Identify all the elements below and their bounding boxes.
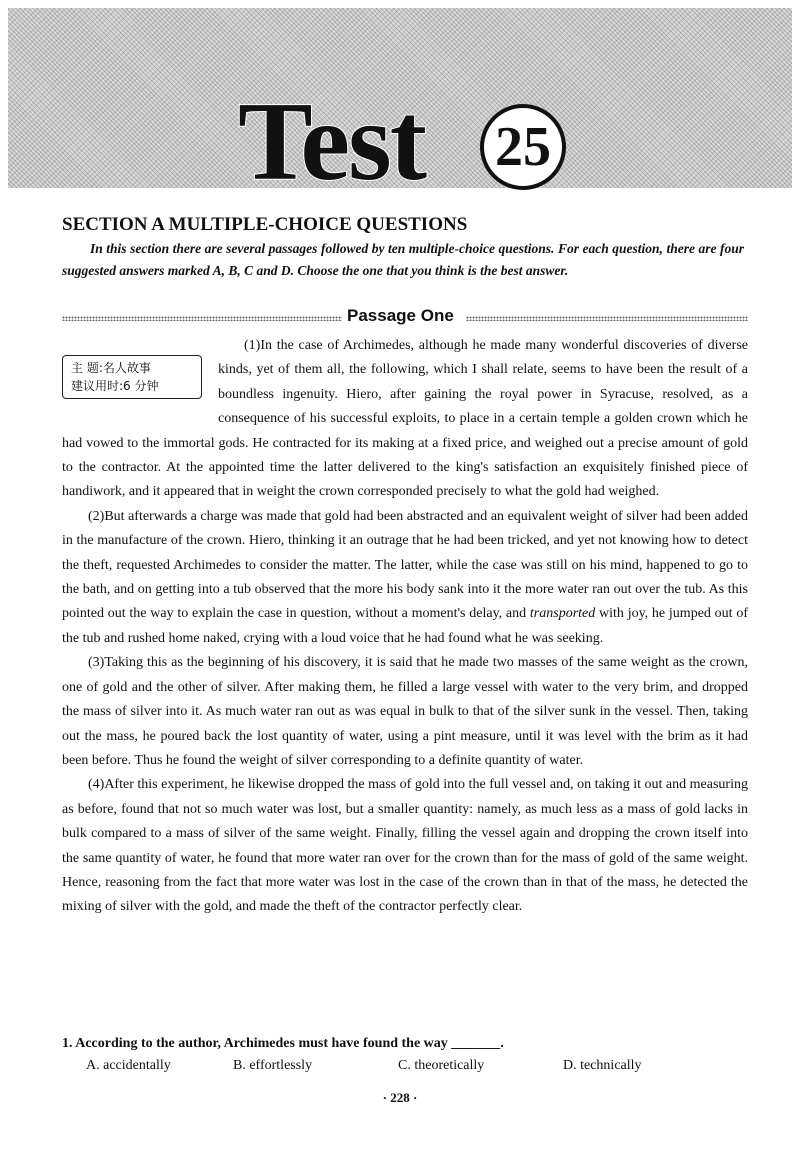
topic-label: 主 题: xyxy=(71,361,103,375)
paragraph-2-emphasis: transported xyxy=(529,606,596,622)
option-c[interactable]: C. theoretically xyxy=(398,1058,485,1073)
paragraph-3: (3)Taking this as the beginning of his discovery, it is said that he made two masses of the same weight as the crown, one of gold and the other of silver. After making them, he filled a large vessel with water to the very brim, and dropped the mass of silver into it. As much water ran out as was equal in bulk to that of the silver sunk in the vessel. Then, taking out the mass, he poured back the lost quantity of water, using a pint measure, until it was level with the brim as it had been before. Thus he found the weight of silver corresponding to a definite quantity of water. xyxy=(62,655,748,768)
topic-value: 名人故事 xyxy=(102,361,151,375)
section-title: SECTION A MULTIPLE-CHOICE QUESTIONS xyxy=(62,214,468,235)
test-title: Test xyxy=(238,80,426,204)
section-instructions: In this section there are several passages followed by ten multiple-choice questions. For each question, there are four suggested answers marked A, B, C and D. Choose the one that you think is the best answer. xyxy=(62,241,744,278)
page-number: · 228 · xyxy=(382,1090,418,1105)
paragraph-2-before: (2)But afterwards a charge was made that gold had been abstracted and an equivalent weight of silver had been added in the manufacture of the crown. Hiero, thinking it an outrage that he had been tricked, and yet not knowing how to detect the theft, requested Archimedes to consider the matter. The latter, while the case was still on his mind, happened to go to the bath, and on getting into a tub observed that the more his body sank into it the more water ran out over the tub. As this pointed out the way to explain the case in question, without a moment's delay, and xyxy=(62,508,748,622)
passage-title: Passage One xyxy=(347,306,454,325)
passage-info-box xyxy=(62,355,202,399)
paragraph-4: (4)After this experiment, he likewise dropped the mass of gold into the full vessel and, on taking it out and measuring as before, found that not so much water was lost, but a smaller quantity: namely, as much less as a mass of gold lacks in bulk compared to a mass of silver of the same weight. Finally, filling the vessel again and dropping the crown itself into the same quantity of water, he found that more water ran over for the crown than for the mass of gold of the same weight. Hence, reasoning from the fact that more water was lost in the case of the crown than in that of the mass, he detected the mixing of silver with the gold, and made the theft of the contractor perfectly clear. xyxy=(62,777,748,915)
option-a[interactable]: A. accidentally xyxy=(86,1058,171,1073)
time-row xyxy=(71,377,201,395)
time-label: 建议用时: xyxy=(71,379,124,393)
passage-header xyxy=(62,306,748,330)
passage-header-right-rule xyxy=(466,316,748,321)
time-value: 6 分钟 xyxy=(123,379,159,393)
option-d[interactable]: D. technically xyxy=(563,1058,642,1073)
option-b[interactable]: B. effortlessly xyxy=(233,1058,313,1073)
question-1-stem: 1. According to the author, Archimedes must have found the way _______. xyxy=(62,1036,504,1051)
passage-body xyxy=(62,334,748,920)
topic-row xyxy=(71,359,201,377)
test-number-badge: 25 xyxy=(480,104,566,190)
paragraph-2-after: with joy, he jumped out of the tub and rushed home naked, crying with a loud voice that he had found what he was seeking. xyxy=(62,606,748,646)
paragraph-2 xyxy=(62,505,748,651)
paragraph-1: (1)In the case of Archimedes, although he made many wonderful discoveries of diverse kinds, yet of them all, the following, which I shall relate, seems to have been the result of a boundless ingenuity. Hiero, after gaining the royal power in Syracuse, resolved, as a consequence of his successful exploits, to place in a certain temple a golden crown which he had vowed to the immortal gods. He contracted for its making at a fixed price, and weighed out a precise amount of gold to the contractor. At the appointed time the latter delivered to the king's satisfaction an exquisitely finished piece of handiwork, and it appeared that in weight the crown corresponded precisely to what the gold had weighed. xyxy=(62,338,748,500)
passage-header-left-rule xyxy=(62,316,342,321)
